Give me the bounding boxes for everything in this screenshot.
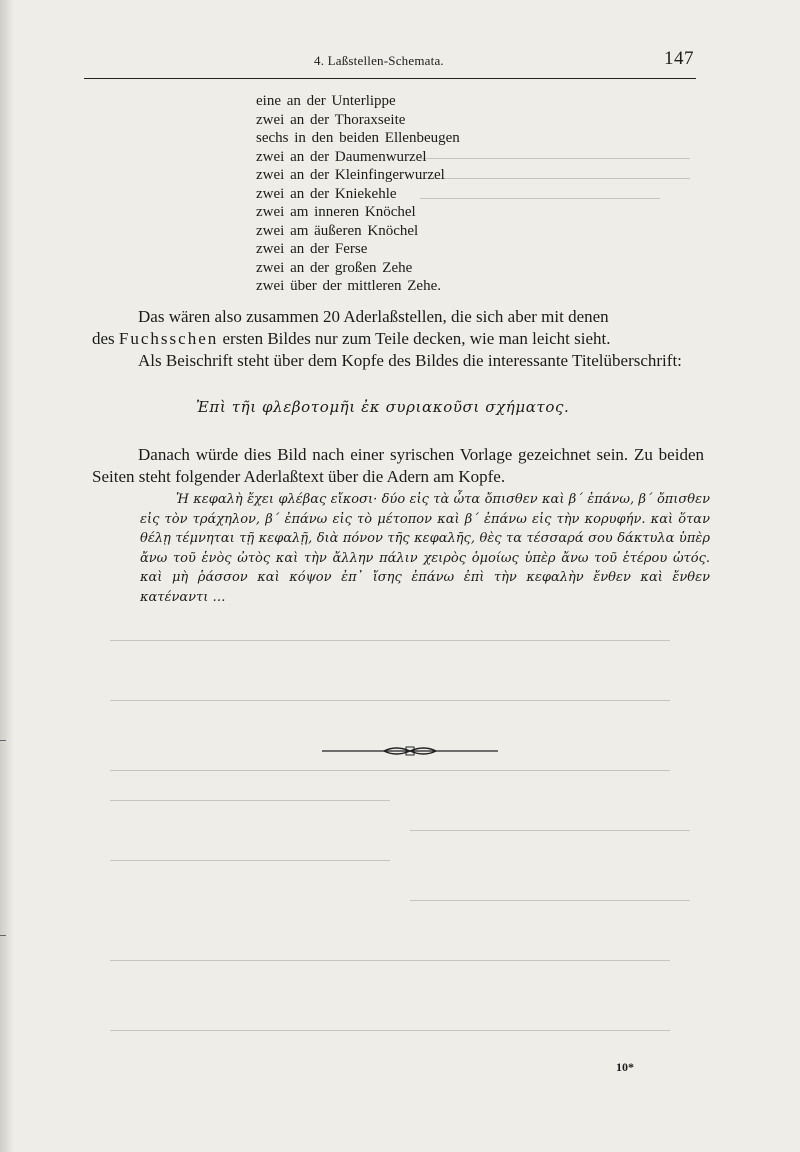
list-item: zwei an der Kniekehle: [256, 185, 397, 202]
list-item: eine an der Unterlippe: [256, 93, 396, 109]
list-item: sechs in den beiden Ellenbeugen: [256, 130, 460, 146]
list-item: zwei über der mittleren Zehe.: [256, 278, 441, 294]
list-item: zwei an der Daumenwurzel: [256, 148, 427, 165]
bleed-through-line: [110, 800, 390, 801]
list-item: zwei an der Thoraxseite: [256, 111, 406, 128]
list-item: zwei an der großen Zehe: [256, 259, 413, 276]
paragraph-line-end: ersten Bildes nur zum Teile decken, wie man leicht sieht.: [218, 329, 611, 348]
bleed-through-line: [110, 960, 670, 961]
bleed-through-line: [110, 700, 670, 701]
signature-mark: 10*: [616, 1060, 634, 1074]
spine-shadow: [0, 0, 14, 1152]
bloodletting-site-list: [256, 92, 460, 296]
bleed-through-line: [110, 770, 670, 771]
paragraph-caption-intro: Als Beischrift steht über dem Kopfe des Bildes die interessante Titelüberschrift:: [138, 351, 682, 370]
bleed-through-line: [410, 900, 690, 901]
greek-bloodletting-text: Ἡ κεφαλὴ ἔχει φλέβας εἴκοσι· δύο εἰς τὰ ὦτα ὄπισθεν καὶ β΄ ἐπάνω, β΄ ὄπισθεν εἰς τὸν τράχηλον, β΄ ἐπάνω εἰς τὸ μέτοπον καὶ β΄ ἐπάνω εἰς τὴν κορυφήν. καὶ ὅταν θέλῃ τέμνηται τῇ κεφαλῇ, διὰ πόνον τῆς κεφαλῆς, θὲς τα τέσσαρά σου δάκτυλα ὑπὲρ ἄνω τοῦ ἑνὸς ὠτὸς καὶ τὴν ἄλλην πάλιν χειρὸς ὁμοίως ὑπὲρ ἄνω τοῦ ἑτέρου ὠτός. καὶ μὴ ῥάσσον καὶ κόψον ἐπ᾿ ἴσης ἐπάνω ἐπὶ τὴν κεφαλὴν ἔνθεν καὶ ἔνθεν κατέναντι …: [140, 492, 710, 605]
list-item: zwei an der Kleinfingerwurzel: [256, 167, 445, 183]
list-item: zwei an der Ferse: [256, 241, 368, 257]
page-edge-mark: [0, 935, 6, 936]
greek-title-heading: Ἐπὶ τῆι φλεβοτομῆι ἐκ συριακοῦσι σχήματος.: [196, 398, 570, 416]
bleed-through-line: [110, 860, 390, 861]
paragraph-syrian-source: Danach würde dies Bild nach einer syrischen Vorlage gezeichnet sein. Zu beiden Seiten steht folgender Aderlaßtext über die Adern am Kopfe.: [92, 445, 704, 486]
running-header-title: 4. Laßstellen-Schemata.: [314, 53, 444, 68]
bleed-through-line: [110, 640, 670, 641]
paragraph-line: Das wären also zusammen 20 Aderlaßstellen, die sich aber mit denen: [138, 307, 609, 326]
list-item: zwei am inneren Knöchel: [256, 204, 416, 220]
author-name: Fuchsschen: [118, 329, 219, 348]
paragraph-summary: [92, 306, 704, 350]
ornamental-divider: [322, 744, 498, 758]
bleed-through-line: [410, 830, 690, 831]
list-item: zwei am äußeren Knöchel: [256, 222, 419, 239]
page-edge-mark: [0, 740, 6, 741]
page-number: 147: [664, 48, 694, 69]
paragraph-line-start: des: [92, 329, 119, 348]
header-rule: [84, 78, 696, 79]
bleed-through-line: [420, 178, 690, 179]
bleed-through-line: [110, 1030, 670, 1031]
bleed-through-line: [420, 158, 690, 159]
